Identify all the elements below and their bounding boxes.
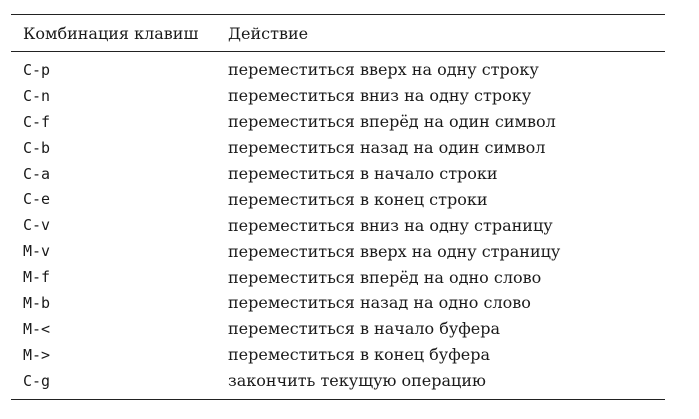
header-action: Действие — [228, 23, 309, 43]
table-row — [11, 290, 665, 316]
table-row — [11, 342, 665, 368]
key-combination-cell: M-v — [23, 242, 51, 261]
key-combination-cell: M-f — [23, 268, 51, 287]
action-cell: переместиться в начало строки — [228, 164, 498, 183]
table-row — [11, 316, 665, 342]
action-cell: переместиться назад на одно слово — [228, 293, 531, 313]
action-cell: переместиться вниз на одну страницу — [228, 215, 553, 235]
keybindings-table — [11, 14, 665, 400]
action-cell: переместиться вперёд на один символ — [228, 112, 556, 132]
table-row — [11, 135, 665, 161]
key-combination-cell: M-> — [23, 345, 51, 364]
key-combination-cell: C-b — [23, 138, 51, 157]
action-cell: переместиться в конец буфера — [228, 345, 490, 365]
key-combination-cell: C-v — [23, 216, 51, 235]
action-cell: закончить текущую операцию — [228, 371, 486, 391]
table-row — [11, 57, 665, 83]
action-cell: переместиться вверх на одну страницу — [228, 241, 561, 261]
action-cell: переместиться назад на один символ — [228, 138, 546, 158]
table-row — [11, 109, 665, 135]
table-header-row — [11, 15, 665, 51]
key-combination-cell: M-< — [23, 319, 51, 338]
action-cell: переместиться вперёд на одно слово — [228, 267, 542, 287]
table-row — [11, 212, 665, 238]
table-row — [11, 186, 665, 212]
action-cell: переместиться в конец строки — [228, 189, 488, 209]
table-row — [11, 264, 665, 290]
key-combination-cell: C-a — [23, 164, 51, 183]
key-combination-cell: M-b — [23, 293, 51, 312]
key-combination-cell: C-p — [23, 60, 51, 79]
header-key-combination: Комбинация клавиш — [23, 23, 199, 43]
key-combination-cell: C-g — [23, 371, 51, 390]
table-bottom-rule — [11, 399, 665, 400]
table-body — [11, 52, 665, 399]
key-combination-cell: C-n — [23, 86, 51, 105]
action-cell: переместиться вниз на одну строку — [228, 86, 532, 106]
table-row — [11, 238, 665, 264]
key-combination-cell: C-e — [23, 190, 51, 209]
table-row — [11, 161, 665, 187]
action-cell: переместиться в начало буфера — [228, 319, 501, 339]
key-combination-cell: C-f — [23, 112, 51, 131]
action-cell: переместиться вверх на одну строку — [228, 60, 539, 80]
table-row — [11, 83, 665, 109]
table-row — [11, 368, 665, 394]
